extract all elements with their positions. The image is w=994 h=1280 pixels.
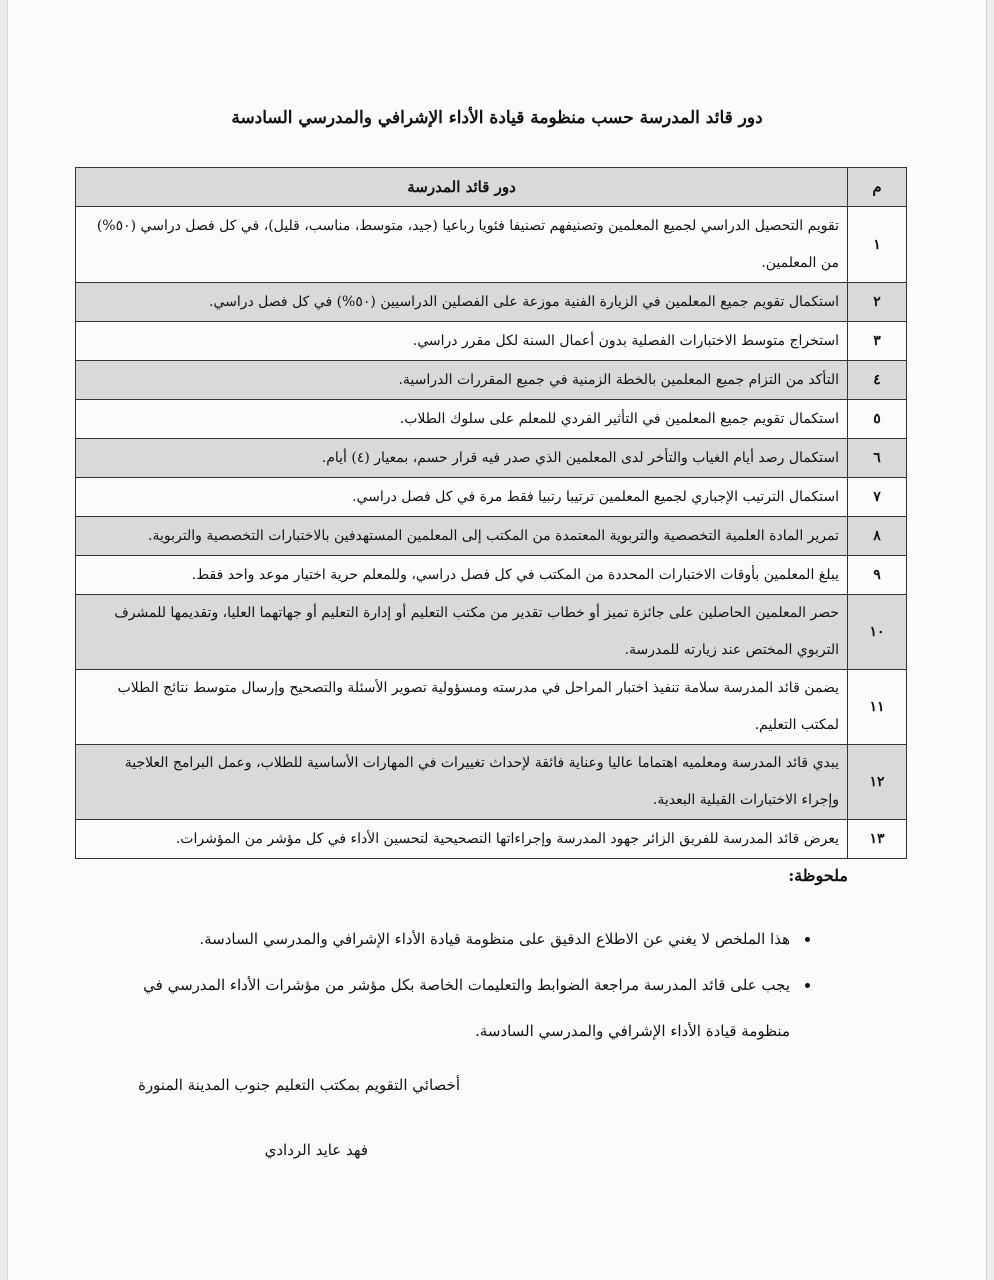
table-row	[76, 478, 907, 517]
row-text: يبلغ المعلمين بأوقات الاختبارات المحددة من المكتب في كل فصل دراسي، وللمعلم حرية اختيار موعد واحد فقط.	[76, 556, 848, 595]
row-number: ٣	[848, 322, 907, 361]
table-row	[76, 400, 907, 439]
row-text: استكمال رصد أيام الغياب والتأخر لدى المعلمين الذي صدر فيه قرار حسم، بمعيار (٤) أيام.	[76, 439, 848, 478]
row-number: ٥	[848, 400, 907, 439]
row-text: استكمال الترتيب الإجباري لجميع المعلمين ترتيبا رتبيا فقط مرة في كل فصل دراسي.	[76, 478, 848, 517]
row-number: ٧	[848, 478, 907, 517]
row-text: استكمال تقويم جميع المعلمين في التأثير الفردي للمعلم على سلوك الطلاب.	[76, 400, 848, 439]
notes-list	[100, 916, 816, 1054]
row-text: استكمال تقويم جميع المعلمين في الزيارة الفنية موزعة على الفصلين الدراسيين (٥٠%) في كل فصل دراسي.	[76, 283, 848, 322]
row-number: ١٣	[848, 820, 907, 859]
row-number: ٢	[848, 283, 907, 322]
table-row	[76, 439, 907, 478]
row-number: ١٠	[848, 595, 907, 670]
table-row	[76, 361, 907, 400]
document-page	[8, 0, 986, 1280]
table-row	[76, 322, 907, 361]
row-text: يعرض قائد المدرسة للفريق الزائر جهود المدرسة وإجراءاتها التصحيحية لتحسين الأداء في كل مؤشر من المؤشرات.	[76, 820, 848, 859]
row-text: حصر المعلمين الحاصلين على جائزة تميز أو خطاب تقدير من مكتب التعليم أو إدارة التعليم أو جهاتهما العليا، وتقديمها للمشرف التربوي المختص عند زيارته للمدرسة.	[76, 595, 848, 670]
row-number: ١	[848, 207, 907, 283]
row-text: التأكد من التزام جميع المعلمين بالخطة الزمنية في جميع المقررات الدراسية.	[76, 361, 848, 400]
row-text: يضمن قائد المدرسة سلامة تنفيذ اختبار المراحل في مدرسته ومسؤولية تصوير الأسئلة والتصحيح وإرسال متوسط نتائج الطلاب لمكتب التعليم.	[76, 670, 848, 745]
table-row	[76, 820, 907, 859]
table-row	[76, 517, 907, 556]
table-row	[76, 283, 907, 322]
row-number: ٨	[848, 517, 907, 556]
row-text: تقويم التحصيل الدراسي لجميع المعلمين وتصنيفهم تصنيفا فئويا رباعيا (جيد، متوسط، مناسب، قليل)، في كل فصل دراسي (٥٠%) من المعلمين.	[76, 207, 848, 283]
table-row	[76, 745, 907, 820]
header-role: دور قائد المدرسة	[76, 168, 848, 207]
row-text: تمرير المادة العلمية التخصصية والتربوية المعتمدة من المكتب إلى المعلمين المستهدفين بالاختبارات التخصصية والتربوية.	[76, 517, 848, 556]
document-title: دور قائد المدرسة حسب منظومة قيادة الأداء الإشرافي والمدرسي السادسة	[231, 108, 763, 128]
row-number: ٩	[848, 556, 907, 595]
header-number: م	[848, 168, 907, 207]
row-number: ٦	[848, 439, 907, 478]
row-number: ١٢	[848, 745, 907, 820]
list-item: • يجب على قائد المدرسة مراجعة الضوابط والتعليمات الخاصة بكل مؤشر من مؤشرات الأداء المدرسي في منظومة قيادة الأداء الإشرافي والمدرسي السادسة.	[100, 962, 794, 1054]
table-row	[76, 207, 907, 283]
table-row	[76, 595, 907, 670]
row-text: استخراج متوسط الاختبارات الفصلية بدون أعمال السنة لكل مقرر دراسي.	[76, 322, 848, 361]
table-row	[76, 670, 907, 745]
roles-table	[75, 167, 907, 859]
signature-name: فهد عايد الردادي	[264, 1141, 368, 1159]
notes-label: ملحوظة:	[788, 866, 848, 885]
row-text: يبدي قائد المدرسة ومعلميه اهتماما عاليا وعناية فائقة لإحداث تغييرات في المهارات الأساسية للطلاب، وعمل البرامج العلاجية وإجراء الاختبارات القبلية البعدية.	[76, 745, 848, 820]
signature-department: أخصائي التقويم بمكتب التعليم جنوب المدينة المنورة	[138, 1076, 460, 1094]
table-header-row	[76, 168, 907, 207]
row-number: ٤	[848, 361, 907, 400]
list-item: • هذا الملخص لا يغني عن الاطلاع الدقيق على منظومة قيادة الأداء الإشرافي والمدرسي السادسة.	[100, 916, 794, 962]
table-row	[76, 556, 907, 595]
row-number: ١١	[848, 670, 907, 745]
